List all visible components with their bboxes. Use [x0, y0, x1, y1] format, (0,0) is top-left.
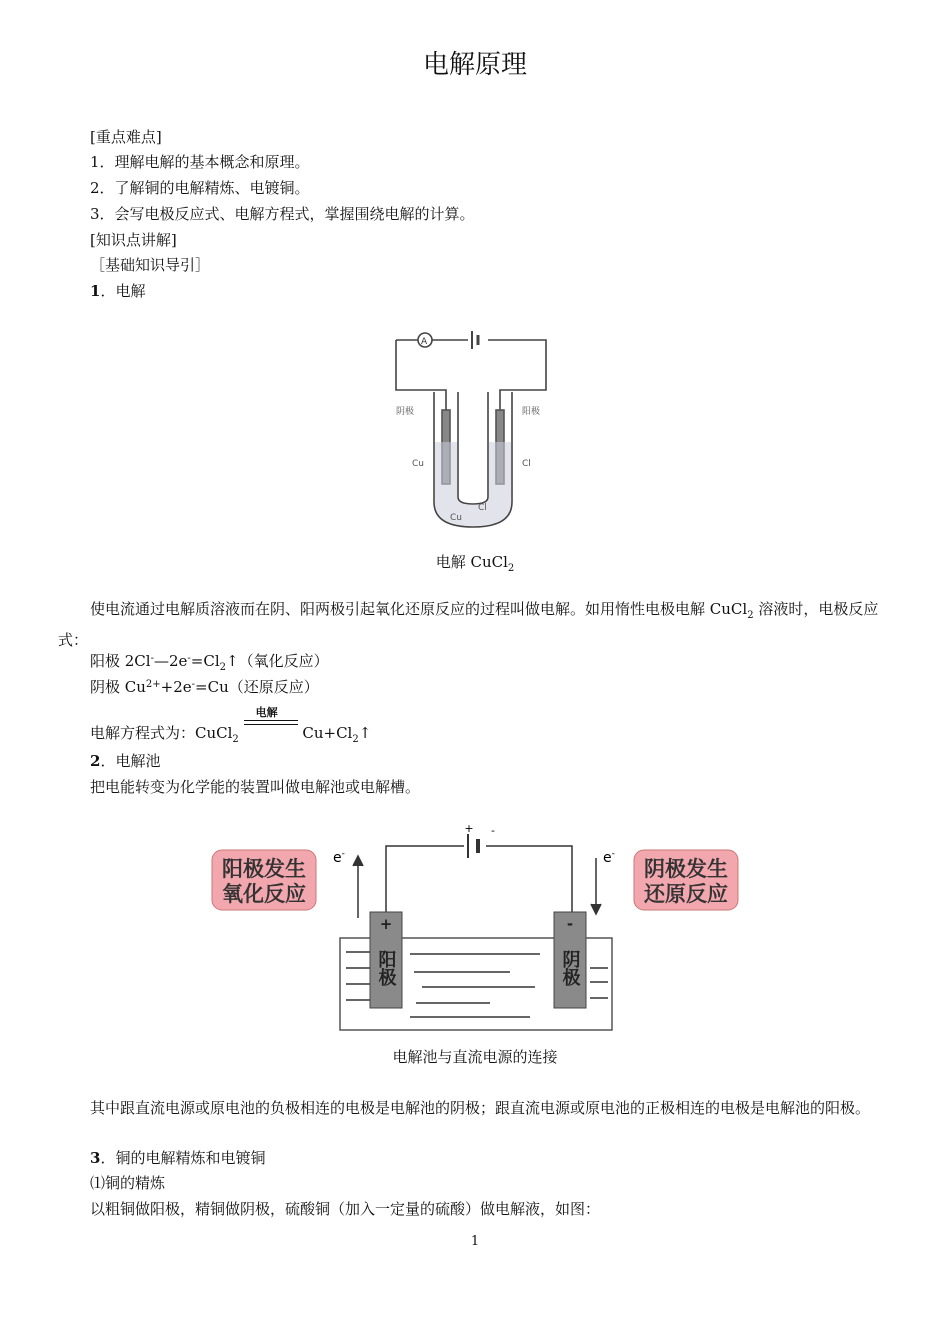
electron-left: e- — [333, 849, 345, 866]
section-basic: ［基础知识导引］ — [90, 256, 211, 274]
page-title: 电解原理 — [422, 50, 527, 80]
paragraph-electrolysis-definition: 使电流通过电解质溶液而在阴、阳两极引起氧化还原反应的过程叫做电解。如用惰性电极电解 CuCl$_2$ 溶液时，电极反应式： — [58, 600, 879, 649]
cathode-electrode-label: 阴极 — [559, 950, 581, 986]
anode-equation: 阳极 $2Cl^-—2e^-=Cl_2↑$（氧化反应） — [90, 652, 329, 673]
figure-2-caption: 电解池与直流电源的连接 — [392, 1048, 558, 1066]
battery-minus: - — [491, 824, 495, 837]
fig1-label-right: 阳极 — [522, 407, 541, 417]
battery-plus: + — [464, 822, 474, 835]
subheading-copper-refining: ⑴铜的精炼 — [90, 1174, 166, 1192]
heading-2: 2．电解池 — [90, 752, 161, 770]
electrolysis-equation: 电解方程式为：CuCl$_2$ 电解 $Cu+Cl_2↑$ — [90, 706, 372, 745]
fig1-label-left: 阴极 — [396, 407, 415, 417]
key-point-2: 2．了解铜的电解精炼、电镀铜。 — [90, 179, 310, 197]
cathode-equation: 阴极 $Cu^{2+}+2e^-=Cu$（还原反应） — [90, 678, 319, 696]
paragraph-electrolytic-cell: 把电能转变为化学能的装置叫做电解池或电解槽。 — [90, 778, 421, 796]
electrolytic-cell-figure — [210, 822, 740, 1042]
anode-plus-sign: + — [379, 915, 393, 933]
section-key-points: [重点难点] — [90, 128, 162, 146]
heading-1-num: 1 — [90, 282, 101, 300]
heading-3: 3．铜的电解精炼和电镀铜 — [90, 1149, 266, 1167]
key-point-3: 3．会写电极反应式、电解方程式，掌握围绕电解的计算。 — [90, 205, 475, 223]
cathode-minus-sign: - — [566, 915, 574, 933]
cathode-box-line1: 阴极发生 — [644, 857, 728, 881]
electron-right: e- — [603, 849, 615, 866]
heading-1 — [90, 280, 145, 301]
page-number: 1 — [470, 1234, 480, 1249]
section-knowledge: [知识点讲解] — [90, 231, 177, 249]
fig1-cu-ion-label: Cu — [450, 513, 462, 523]
paragraph-electrode-connection: 其中跟直流电源或原电池的负极相连的电极是电解池的阴极；跟直流电源或原电池的正极相连的电极是电解池的阳极。 — [90, 1099, 871, 1117]
equation-condition-bar — [244, 706, 298, 742]
equation-condition: 电解 — [255, 706, 278, 719]
key-point-1: 1．理解电解的基本概念和原理。 — [90, 153, 310, 171]
anode-box-line2: 氧化反应 — [222, 882, 306, 906]
ammeter-label: A — [421, 337, 428, 347]
u-tube-electrolysis-figure — [388, 322, 558, 542]
cathode-box-line2: 还原反应 — [644, 882, 728, 906]
anode-box-line1: 阳极发生 — [222, 857, 306, 881]
fig1-cl-ion-label: Cl — [478, 503, 487, 513]
heading-1-text: ．电解 — [100, 282, 146, 300]
figure-1-caption: 电解 CuCl$_2$ — [435, 553, 515, 574]
fig1-cu-label: Cu — [412, 459, 424, 469]
fig1-cl-label: Cl — [522, 459, 531, 469]
paragraph-refining: 以粗铜做阳极，精铜做阴极，硫酸铜（加入一定量的硫酸）做电解液，如图： — [90, 1200, 601, 1218]
anode-electrode-label: 阳极 — [375, 950, 397, 986]
